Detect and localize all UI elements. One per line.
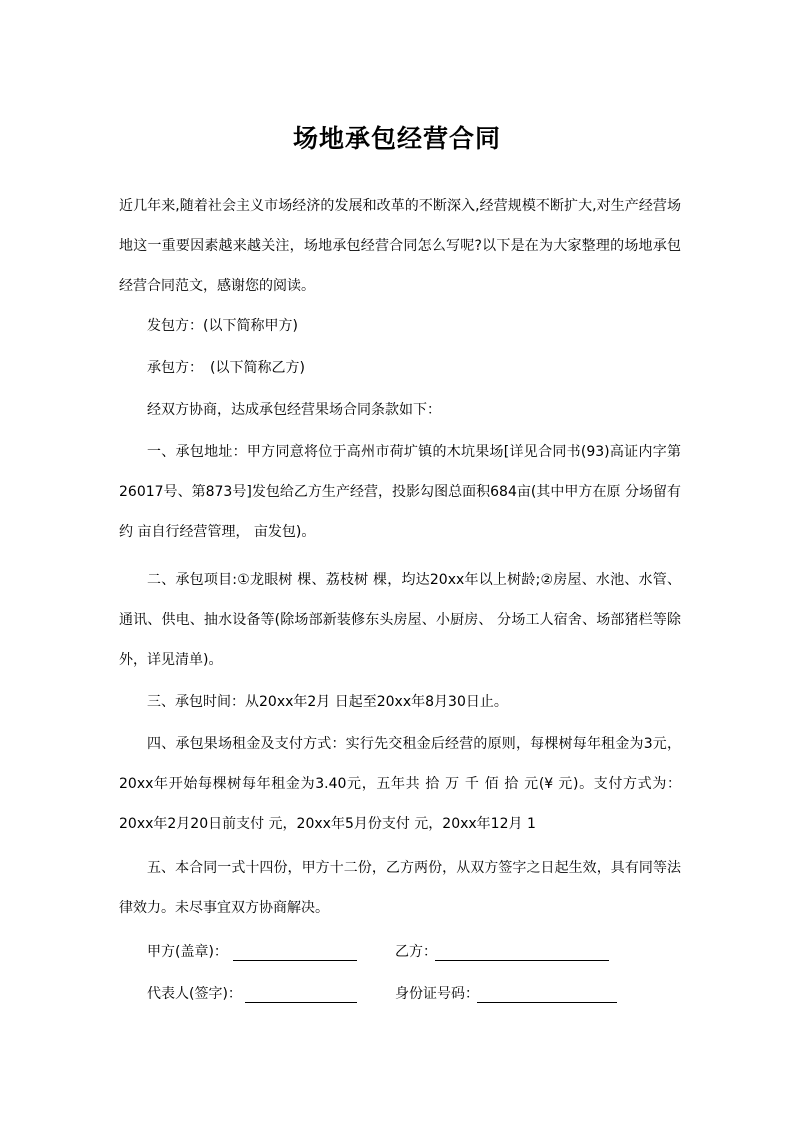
party-b-sign-line[interactable] [435, 960, 609, 961]
party-b-line: 承包方： (以下简称乙方) [147, 360, 305, 376]
document-title: 场地承包经营合同 [292, 124, 501, 153]
signature-row-2 [147, 983, 677, 1005]
party-a-line: 发包方：(以下简称甲方) [147, 318, 298, 334]
signature-row-1 [147, 941, 677, 963]
clause-1: 一、承包地址：甲方同意将位于高州市荷圹镇的木坑果场[详见合同书(93)高证内字第26017号、第873号]发包给乙方生产经营，投影勾图总面积684亩(其中甲方在原 分场留有约 亩自行经营管理， 亩发包)。 [119, 444, 681, 540]
party-a-seal-line[interactable] [233, 960, 357, 961]
id-number-line[interactable] [477, 1002, 617, 1003]
clause-5: 五、本合同一式十四份，甲方十二份，乙方两份，从双方签字之日起生效，具有同等法律效力。未尽事宜双方协商解决。 [119, 860, 681, 916]
id-number-label: 身份证号码： [395, 986, 479, 1002]
party-a-seal-label: 甲方(盖章)： [147, 944, 228, 960]
clause-2: 二、承包项目:①龙眼树 棵、荔枝树 棵，均达20xx年以上树龄;②房屋、水池、水管、通讯、供电、抽水设备等(除场部新装修东头房屋、小厨房、 分场工人宿舍、场部猪栏等除外，详见清单)。 [119, 572, 681, 668]
intro-paragraph: 近几年来,随着社会主义市场经济的发展和改革的不断深入,经营规模不断扩大,对生产经营场地这一重要因素越来越关注，场地承包经营合同怎么写呢?以下是在为大家整理的场地承包经营合同范文，感谢您的阅读。 [119, 198, 681, 294]
agreement-line: 经双方协商，达成承包经营果场合同条款如下： [147, 402, 441, 418]
clause-4: 四、承包果场租金及支付方式：实行先交租金后经营的原则，每棵树每年租金为3元，20xx年开始每棵树每年租金为3.40元，五年共 拾 万 千 佰 拾 元(¥ 元)。支付方式为：20xx年2月20日前支付 元，20xx年5月份支付 元，20xx年12月 1 [119, 736, 681, 832]
representative-sign-line[interactable] [245, 1002, 357, 1003]
party-b-sign-label: 乙方： [395, 944, 437, 960]
clause-3: 三、承包时间：从20xx年2月 日起至20xx年8月30日止。 [147, 694, 508, 710]
representative-label: 代表人(签字)： [147, 986, 242, 1002]
